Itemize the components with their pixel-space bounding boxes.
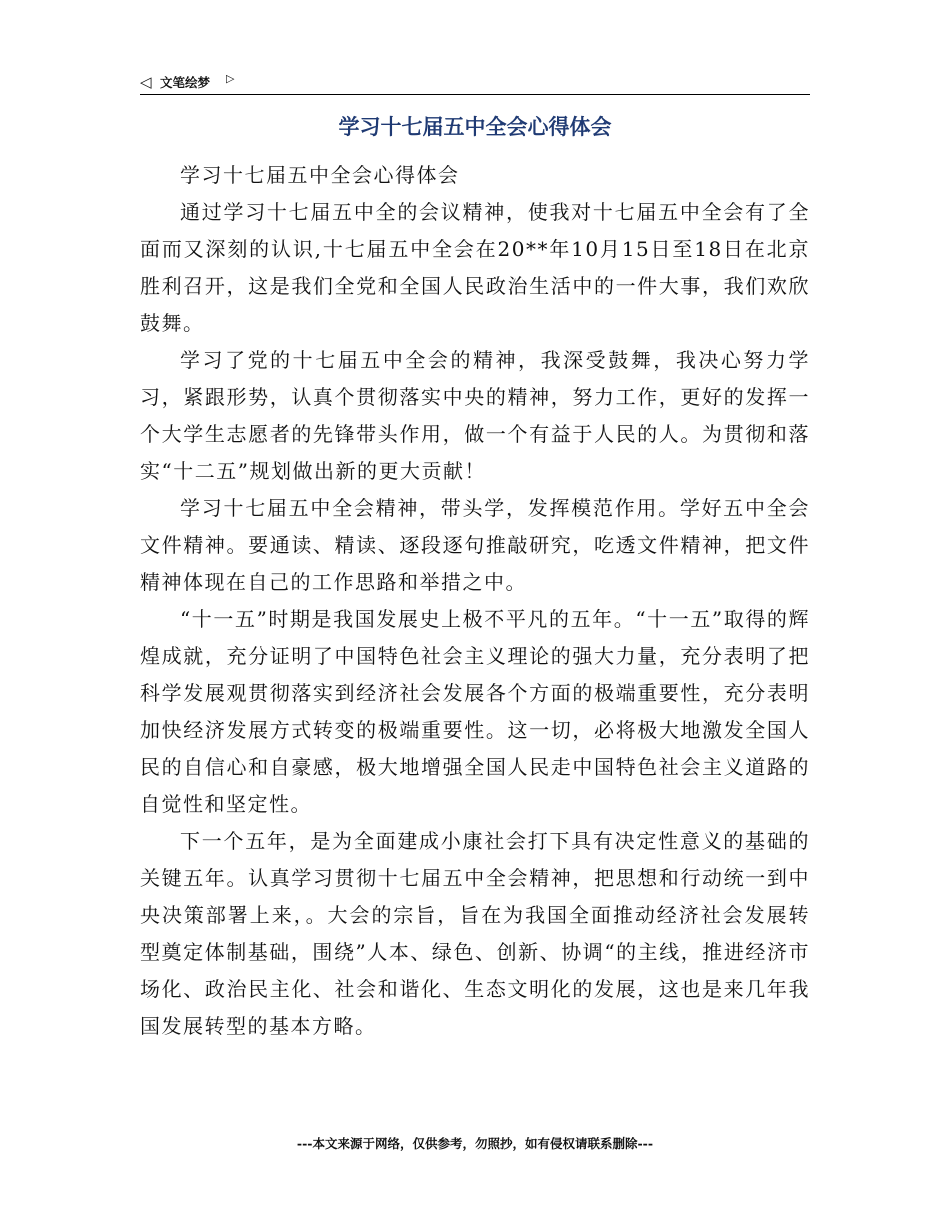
footer-disclaimer: ---本文来源于网络，仅供参考，勿照抄，如有侵权请联系删除---	[296, 1136, 654, 1151]
header-brand: 文笔绘梦	[160, 75, 211, 90]
paragraph: “十一五”时期是我国发展史上极不平凡的五年。“十一五”取得的辉煌成就，充分证明了中国特色社会主义理论的强大力量，充分表明了把科学发展观贯彻落实到经济社会发展各个方面的极端重要性，充分表明加快经济发展方式转变的极端重要性。这一切，必将极大地激发全国人民的自信心和自豪感，极大地增强全国人民走中国特色社会主义道路的自觉性和坚定性。	[140, 607, 810, 816]
paragraph: 学习十七届五中全会心得体会	[180, 163, 460, 187]
page-header	[140, 72, 810, 95]
paragraph: 学习了党的十七届五中全会的精神，我深受鼓舞，我决心努力学习，紧跟形势，认真个贯彻落实中央的精神，努力工作，更好的发挥一个大学生志愿者的先锋带头作用，做一个有益于人民的人。为贯彻和落实“十二五”规划做出新的更大贡献！	[140, 348, 810, 483]
document-title: 学习十七届五中全会心得体会	[338, 115, 612, 139]
triangle-left-icon: ◁	[140, 73, 152, 91]
paragraph: 通过学习十七届五中全的会议精神，使我对十七届五中全会有了全面而又深刻的认识,十七届五中全会在20**年10月15日至18日在北京胜利召开，这是我们全党和全国人民政治生活中的一件大事，我们欢欣鼓舞。	[140, 200, 810, 335]
triangle-right-icon: ▷	[226, 72, 235, 85]
paragraph: 学习十七届五中全会精神，带头学，发挥模范作用。学好五中全会文件精神。要通读、精读、逐段逐句推敲研究，吃透文件精神，把文件精神体现在自己的工作思路和举措之中。	[140, 496, 810, 594]
paragraph: 下一个五年，是为全面建成小康社会打下具有决定性意义的基础的关键五年。认真学习贯彻十七届五中全会精神，把思想和行动统一到中央决策部署上来，。大会的宗旨，旨在为我国全面推动经济社会发展转型奠定体制基础，围绕”人本、绿色、创新、协调“的主线，推进经济市场化、政治民主化、社会和谐化、生态文明化的发展，这也是来几年我国发展转型的基本方略。	[140, 829, 810, 1038]
document-body	[140, 157, 810, 1045]
